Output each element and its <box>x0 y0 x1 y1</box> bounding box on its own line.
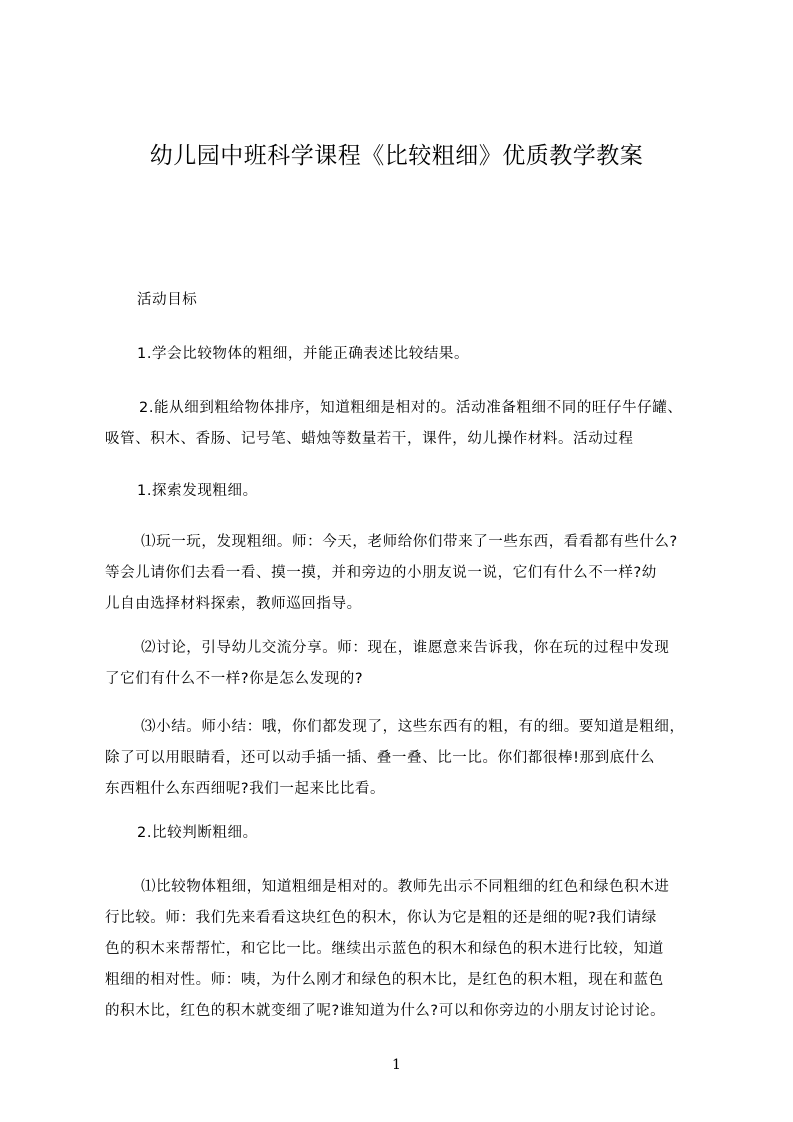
paragraph-line: 儿自由选择材料探索，教师巡回指导。 <box>105 596 362 612</box>
paragraph-line: 色的积木来帮帮忙，和它比一比。继续出示蓝色的积木和绿色的积木进行比较，知道 <box>105 941 664 957</box>
paragraph-step-1-1 <box>105 527 717 620</box>
paragraph-line: 1.学会比较物体的粗细，并能正确表述比较结果。 <box>137 346 470 362</box>
paragraph-line: 吸管、积木、香肠、记号笔、蜡烛等数量若干，课件，幼儿操作材料。活动过程 <box>105 431 634 447</box>
paragraph-step-2-1 <box>105 872 717 1027</box>
paragraph-line: 活动目标 <box>137 292 198 308</box>
paragraph-line: ⑴玩一玩，发现粗细。师：今天，老师给你们带来了一些东西，看看都有些什么? <box>141 534 678 550</box>
paragraph-activity-goals <box>105 285 717 316</box>
document-title: 幼儿园中班科学课程《比较粗细》优质教学教案 <box>149 143 644 169</box>
paragraph-line: ⑵讨论，引导幼儿交流分享。师：现在，谁愿意来告诉我，你在玩的过程中发现 <box>141 640 670 656</box>
paragraph-step-1-heading <box>105 476 717 507</box>
page-number: 1 <box>392 1057 401 1073</box>
paragraph-line: 等会儿请你们去看一看、摸一摸，并和旁边的小朋友说一说，它们有什么不一样?幼 <box>105 565 657 581</box>
paragraph-line: 行比较。师：我们先来看看这块红色的积木，你认为它是粗的还是细的呢?我们请绿 <box>105 910 657 926</box>
paragraph-line: 的积木比，红色的积木就变细了呢?谁知道为什么?可以和你旁边的小朋友讨论讨论。 <box>105 1003 666 1019</box>
paragraph-line: 除了可以用眼睛看，还可以动手插一插、叠一叠、比一比。你们都很棒!那到底什么 <box>105 750 656 766</box>
paragraph-goal-1 <box>105 339 717 370</box>
paragraph-line: ⑴比较物体粗细，知道粗细是相对的。教师先出示不同粗细的红色和绿色积木进 <box>141 879 670 895</box>
paragraph-line: 粗细的相对性。师：咦，为什么刚才和绿色的积木比，是红色的积木粗，现在和蓝色 <box>105 972 664 988</box>
paragraph-line: ⑶小结。师小结：哦，你们都发现了，这些东西有的粗，有的细。要知道是粗细， <box>141 719 685 735</box>
paragraph-line: 2.能从细到粗给物体排序，知道粗细是相对的。活动准备粗细不同的旺仔牛仔罐、 <box>139 400 683 416</box>
paragraph-line: 2.比较判断粗细。 <box>137 825 258 841</box>
paragraph-line: 了它们有什么不一样?你是怎么发现的? <box>105 671 364 687</box>
paragraph-line: 1.探索发现粗细。 <box>137 483 258 499</box>
paragraph-step-1-2 <box>105 633 717 695</box>
paragraph-step-2-heading <box>105 818 717 849</box>
paragraph-goal-2 <box>105 393 717 455</box>
paragraph-step-1-3 <box>105 712 717 805</box>
paragraph-line: 东西粗什么东西细呢?我们一起来比比看。 <box>105 781 386 797</box>
